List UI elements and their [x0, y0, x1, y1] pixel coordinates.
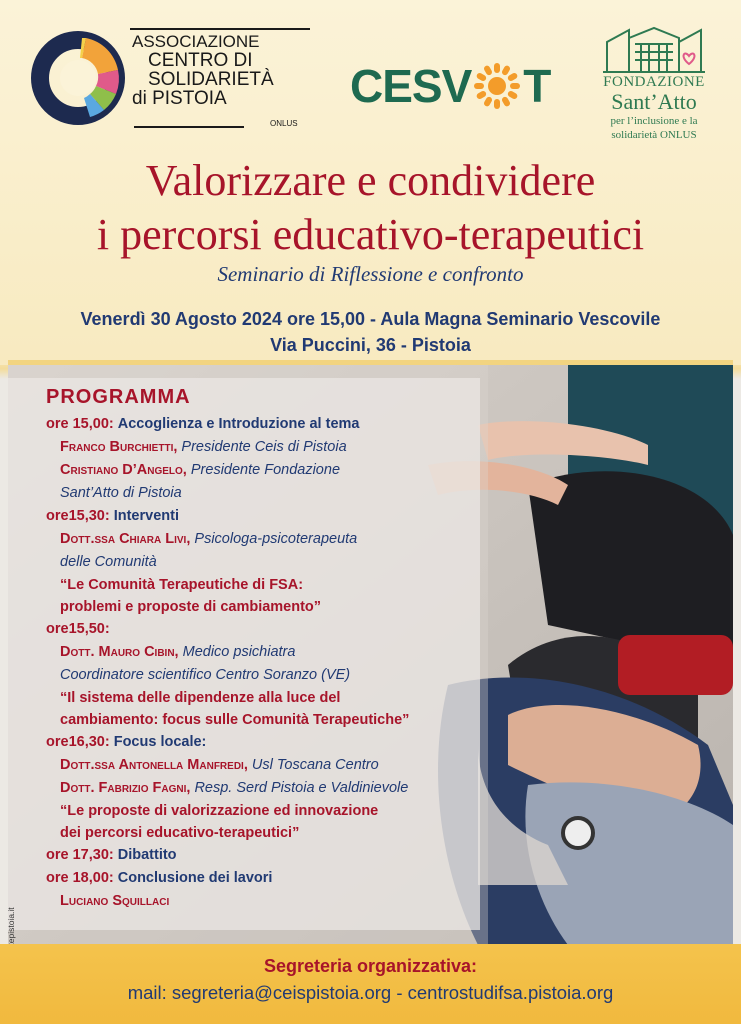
speaker-role: Medico psichiatra [182, 644, 296, 660]
cesvot-logo [350, 55, 550, 113]
session-3-speaker-1 [46, 641, 486, 664]
speaker-role: Presidente Fondazione [190, 462, 341, 478]
speaker-role-continued: delle Comunità [60, 554, 157, 570]
program [46, 386, 486, 913]
associazione-onlus: ONLUS [270, 119, 298, 128]
session-2-talk-line2: problemi e proposte di cambiamento” [60, 599, 322, 615]
speaker-name: Franco Burchietti, [60, 439, 178, 455]
program-session-2 [46, 505, 486, 528]
speaker-name: Dott.ssa Antonella Manfredi, [60, 757, 248, 773]
associazione-line4: di PISTOIA [132, 88, 227, 109]
event-datetime-place: Venerdì 30 Agosto 2024 ore 15,00 - Aula Magna Seminario Vescovile [80, 309, 661, 329]
speaker-name: Dott. Fabrizio Fagni, [60, 780, 191, 796]
session-3-talk-line1: “Il sistema delle dipendenze alla luce del [60, 690, 341, 706]
fondazione-line1: FONDAZIONE [603, 74, 705, 90]
session-4-speaker-1 [46, 754, 486, 777]
cesvot-text-start: CESV [350, 59, 472, 112]
program-session-3 [46, 618, 486, 641]
subtitle: Seminario di Riflessione e confronto [217, 262, 524, 286]
session-6-time: ore 18,00: [46, 870, 114, 886]
cesvot-text-end: T [523, 59, 551, 112]
session-2-speaker-1 [46, 528, 486, 551]
speaker-name: Luciano Squillaci [60, 893, 170, 909]
session-2-time: ore15,30: [46, 508, 110, 524]
associazione-ring-icon [30, 30, 126, 126]
associazione-logo [30, 22, 320, 132]
session-4-talk-line2: dei percorsi educativo-terapeutici” [60, 825, 300, 841]
sun-icon [472, 61, 522, 111]
session-6-speaker-1 [46, 890, 486, 913]
session-2-talk-line1: “Le Comunità Terapeutiche di FSA: [60, 577, 304, 593]
fondazione-logo [592, 22, 716, 152]
session-4-speaker-2 [46, 777, 486, 800]
session-6-title: Conclusione dei lavori [117, 870, 273, 886]
speaker-name: Dott.ssa Chiara Livi, [60, 531, 191, 547]
speaker-name: Dott. Mauro Cibin, [60, 644, 179, 660]
session-1-title: Accoglienza e Introduzione al tema [117, 416, 360, 432]
session-1-speaker-1 [46, 436, 486, 459]
footer [0, 944, 741, 1024]
session-4-time: ore16,30: [46, 734, 110, 750]
session-2-speaker-1-role [46, 551, 486, 574]
logo-rule-bottom [134, 126, 244, 128]
fondazione-line3: per l’inclusione e la [610, 115, 698, 127]
event-info [0, 306, 741, 358]
fondazione-line4: solidarietà ONLUS [611, 129, 697, 141]
associazione-name [132, 32, 298, 128]
session-1-speaker-2-role [46, 482, 486, 505]
associazione-line1: ASSOCIAZIONE [132, 32, 260, 51]
session-3-time: ore15,50: [46, 621, 110, 637]
session-1-speaker-2 [46, 459, 486, 482]
footer-label: Segreteria organizzativa: [263, 956, 478, 976]
title-line2: i percorsi educativo-terapeutici [96, 210, 645, 259]
church-building-icon [599, 22, 709, 74]
program-session-5 [46, 844, 486, 867]
program-session-1 [46, 413, 486, 436]
speaker-role: Psicologa-psicoterapeuta [194, 531, 358, 547]
speaker-role-continued: Sant’Atto di Pistoia [60, 485, 182, 501]
logo-rule-top [130, 28, 310, 30]
speaker-role: Presidente Ceis di Pistoia [181, 439, 347, 455]
footer-contacts: mail: segreteria@ceispistoia.org - centrostudifsa.pistoia.org [127, 982, 614, 1003]
speaker-role-continued: Coordinatore scientifico Centro Soranzo (VE) [60, 667, 351, 683]
speaker-name: Cristiano D’Angelo, [60, 462, 187, 478]
session-5-time: ore 17,30: [46, 847, 114, 863]
speaker-role: Resp. Serd Pistoia e Valdinievole [194, 780, 409, 796]
program-session-4 [46, 731, 486, 754]
fondazione-line2: Sant’Atto [611, 89, 697, 114]
title-line1: Valorizzare e condividere [145, 156, 596, 205]
program-session-6 [46, 867, 486, 890]
event-address: Via Puccini, 36 - Pistoia [270, 335, 471, 355]
session-4-talk-line1: “Le proposte di valorizzazione ed innovazione [60, 803, 379, 819]
speaker-role: Usl Toscana Centro [251, 757, 379, 773]
session-3-speaker-1-role [46, 664, 486, 687]
session-5-title: Dibattito [117, 847, 177, 863]
session-1-time: ore 15,00: [46, 416, 114, 432]
session-2-title: Interventi [113, 508, 179, 524]
session-3-talk-line2: cambiamento: focus sulle Comunità Terapeutiche” [60, 712, 410, 728]
program-heading: PROGRAMMA [46, 386, 191, 408]
associazione-line3: SOLIDARIETÀ [148, 69, 274, 90]
session-4-title: Focus locale: [113, 734, 207, 750]
associazione-line2: CENTRO DI [148, 50, 253, 71]
